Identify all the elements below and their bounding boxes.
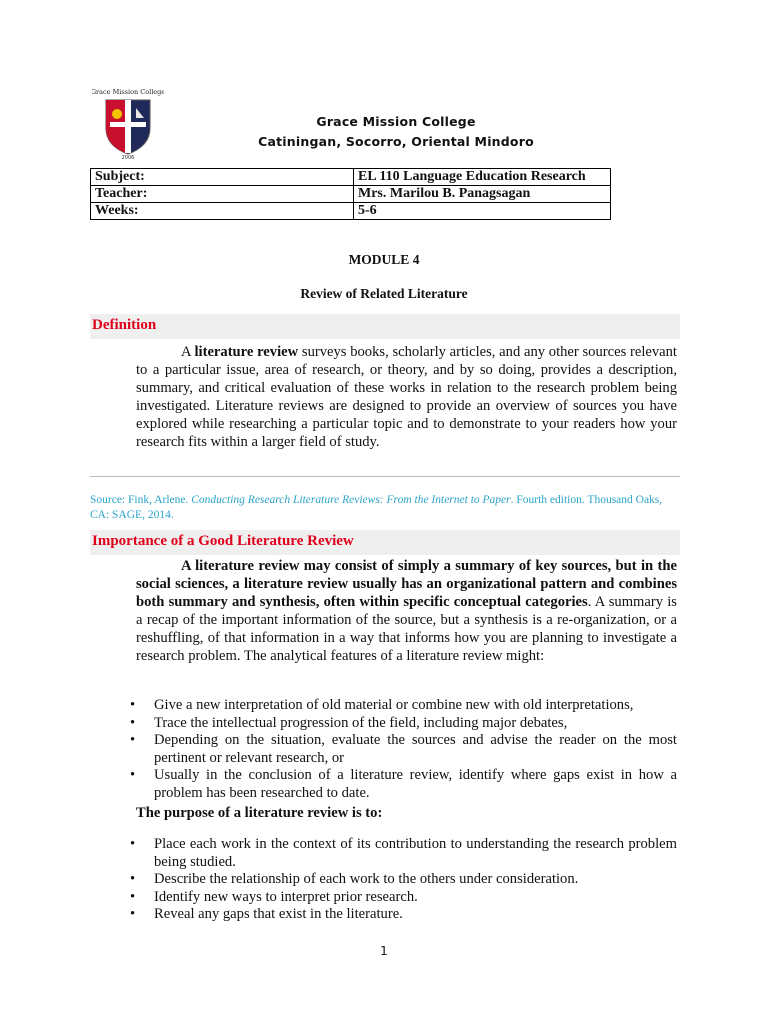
bullet-icon: • [130,697,136,713]
bullet-icon: • [130,836,136,852]
module-subtitle: Review of Related Literature [300,286,468,301]
logo-year: 2006 [121,155,135,160]
list-item: • Depending on the situation, evaluate the sources and advise the reader on the most pertinent or relevant research, or [130,732,677,766]
bullet-icon: • [130,871,136,887]
definition-term: literature review [194,344,299,360]
bullet-icon: • [130,906,136,922]
importance-bold-intro: A literature review may consist of simply a summary of key sources, but in the social sciences, a literature review usually has an organizational pattern and combines both summary and synthesis, often within specific conceptual categories [136,558,677,610]
definition-paragraph [136,343,677,451]
list-item: • Identify new ways to interpret prior research. [130,888,418,905]
table-row [91,169,611,186]
definition-lead: A [181,344,195,360]
source-suffix: . Fourth edition. Thousand Oaks, CA: SAGE, 2014. [90,494,663,521]
list-item: • Give a new interpretation of old material or combine new with old interpretations, [130,697,634,713]
page-number: 1 [380,944,388,958]
importance-paragraph [136,557,677,665]
importance-body: . A summary is a recap of the important information of the source, but a synthesis is a re-organization, or a reshuffling, of that information in a way that informs how you are planning to investigate a research problem. The analytical features of a literature review might: [136,594,677,664]
table-value: 5-6 [354,203,611,220]
bullet-icon: • [130,888,136,905]
school-address: Catiningan, Socorro, Oriental Mindoro [258,134,534,149]
importance-heading: Importance of a Good Literature Review [92,533,354,549]
purpose-heading: The purpose of a literature review is to: [136,805,383,821]
course-info-table [90,168,611,220]
module-title: MODULE 4 [348,252,420,267]
definition-heading: Definition [92,317,157,333]
school-name: Grace Mission College [316,114,476,129]
table-key: Weeks: [91,203,354,220]
source-title: Conducting Research Literature Reviews: From the Internet to Paper [191,494,511,506]
bullet-icon: • [130,767,136,783]
bullet-icon: • [130,732,136,748]
purpose-list [130,836,677,924]
list-item: • Reveal any gaps that exist in the literature. [130,906,403,922]
list-item: • Describe the relationship of each work to the others under consideration. [130,871,579,887]
logo-arc-text: Grace Mission College [92,88,164,96]
table-row [91,186,611,203]
analytical-features-list [130,697,677,802]
table-key: Teacher: [91,186,354,203]
list-item: • Usually in the conclusion of a literature review, identify where gaps exist in how a problem has been researched to date. [130,767,677,801]
definition-body: surveys books, scholarly articles, and any other sources relevant to a particular issue, area of research, or theory, and by so doing, provides a description, summary, and critical evaluation of these works in relation to the research problem being investigated. Literature reviews are designed to provide an overview of sources you have explored while researching a particular topic and to demonstrate to your readers how your research fits within a larger field of study. [136,344,677,450]
definition-heading-bar [90,314,680,339]
source-prefix: Source: Fink, Arlene. [90,494,192,506]
source-citation [90,493,675,523]
table-value: Mrs. Marilou B. Panagsagan [354,186,611,203]
table-key: Subject: [91,169,354,186]
table-value: EL 110 Language Education Research [354,169,611,186]
bullet-icon: • [130,714,136,731]
table-row [91,203,611,220]
list-item: • Place each work in the context of its contribution to understanding the research problem being studied. [130,836,677,870]
divider [90,476,680,477]
list-item: • Trace the intellectual progression of the field, including major debates, [130,714,568,731]
